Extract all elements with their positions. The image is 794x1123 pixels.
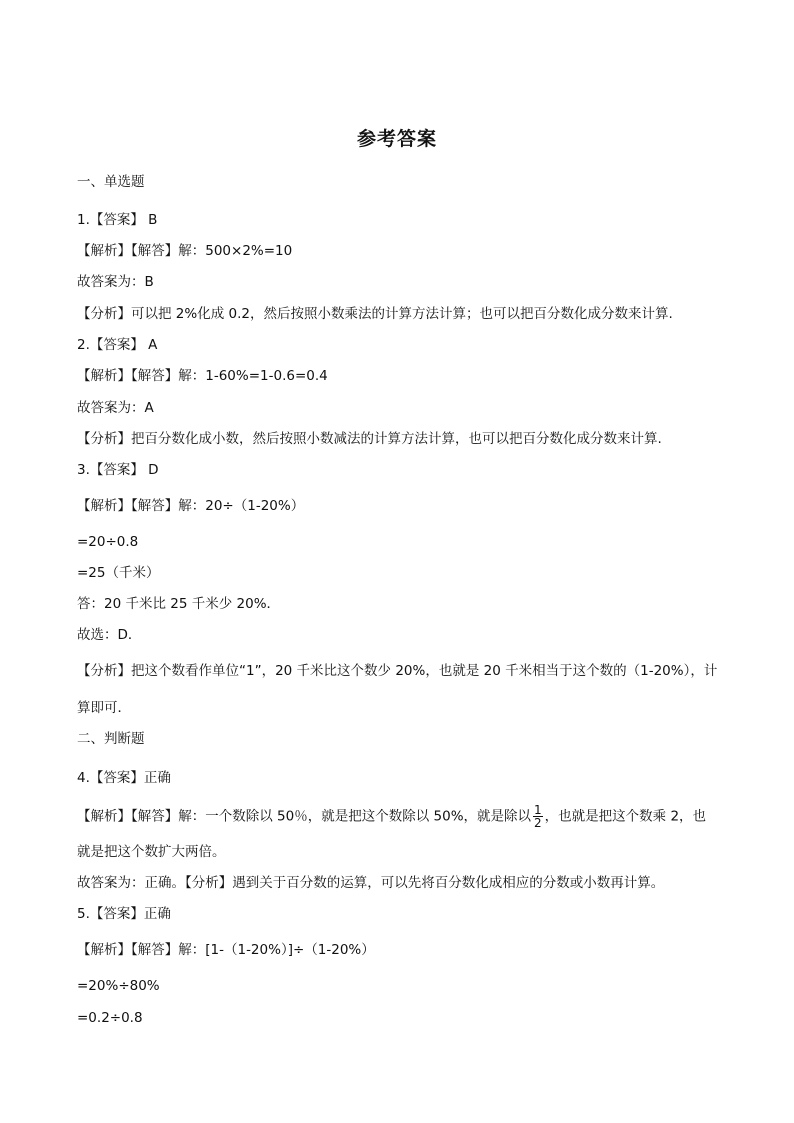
q1-result: 故答案为：B [77, 274, 154, 290]
q1-analysis: 【分析】可以把 2%化成 0.2，然后按照小数乘法的计算方法计算；也可以把百分数化成分数来计算. [77, 306, 673, 322]
q5-answer: 5.【答案】正确 [77, 906, 171, 922]
q2-explanation: 【解析】【解答】解：1-60%=1-0.6=0.4 [77, 368, 328, 384]
q3-step-2: =25（千米） [77, 565, 160, 581]
section-heading-single-choice: 一、单选题 [77, 174, 145, 190]
q2-answer: 2.【答案】 A [77, 337, 158, 353]
page-title: 参考答案 [356, 128, 437, 150]
q4-answer: 4.【答案】正确 [77, 770, 171, 786]
section-heading-true-false: 二、判断题 [77, 731, 145, 747]
q3-answer: 3.【答案】 D [77, 462, 159, 478]
q3-step-1: =20÷0.8 [77, 534, 139, 550]
q4-result: 故答案为：正确。【分析】遇到关于百分数的运算，可以先将百分数化成相应的分数或小数再计算。 [77, 875, 665, 891]
fraction-denominator: 2 [534, 816, 542, 830]
q1-explanation: 【解析】【解答】解：500×2%=10 [77, 243, 293, 259]
q5-step-2: =0.2÷0.8 [77, 1010, 143, 1026]
q3-reply: 答：20 千米比 25 千米少 20%． [77, 596, 281, 612]
q4-explanation-line-2: 就是把这个数扩大两倍。 [77, 844, 226, 860]
q4-explanation-text-a: 【解析】【解答】解：一个数除以 50％，就是把这个数除以 50%，就是除以 [77, 808, 532, 825]
q2-result: 故答案为：A [77, 400, 154, 416]
q2-analysis: 【分析】把百分数化成小数，然后按照小数减法的计算方法计算，也可以把百分数化成分数来计算. [77, 431, 662, 447]
q3-result: 故选：D． [77, 627, 142, 643]
q5-step-1: =20%÷80% [77, 978, 160, 994]
q1-answer: 1.【答案】 B [77, 212, 158, 228]
q4-explanation-text-b: ，也就是把这个数乘 2，也 [544, 808, 707, 825]
q5-explanation: 【解析】【解答】解：[1-（1-20%）]÷（1-20%） [77, 942, 375, 958]
q3-analysis-line-2: 算即可． [77, 700, 131, 716]
q3-explanation: 【解析】【解答】解：20÷（1-20%） [77, 498, 305, 514]
q3-analysis-line-1: 【分析】把这个数看作单位“1”，20 千米比这个数少 20%，也就是 20 千米相当于这个数的（1-20%），计 [77, 663, 718, 679]
fraction-numerator: 1 [534, 803, 542, 817]
fraction-one-half [533, 804, 543, 829]
q4-explanation-line-1 [77, 804, 706, 829]
